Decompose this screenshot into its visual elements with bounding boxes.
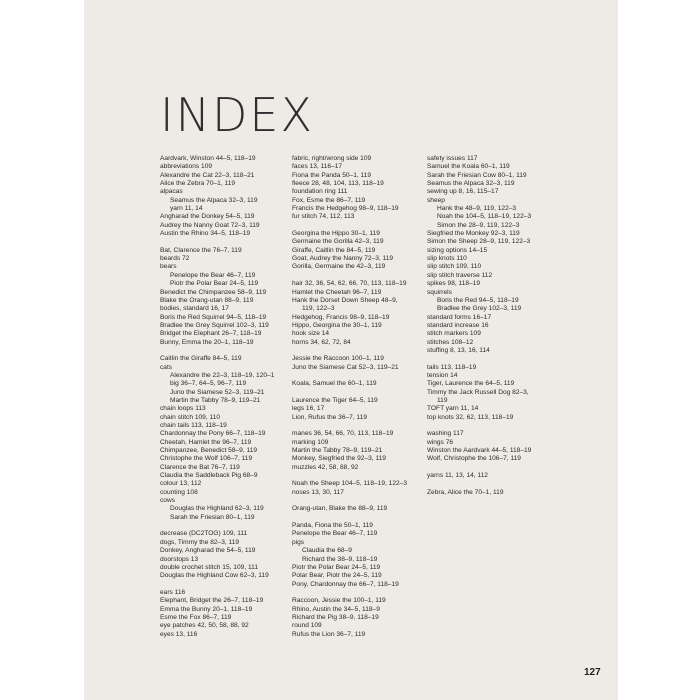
index-entry: muzzles 42, 58, 88, 92	[292, 463, 359, 471]
index-entry: Germaine the Gorilla 42–3, 119	[292, 238, 384, 246]
index-entry: Aardvark, Winston 44–5, 118–19	[160, 155, 256, 162]
index-subentry: yarn 11, 14	[170, 205, 203, 213]
index-entry: Rhino, Austin the 34–5, 118–9	[292, 605, 380, 613]
index-column-3	[427, 155, 557, 497]
index-entry: eyes 13, 116	[160, 630, 198, 638]
index-entry: horns 34, 62, 72, 84	[292, 338, 351, 346]
index-entry: doorstops 13	[160, 555, 199, 563]
index-entry: Bat, Clarence the 76–7, 119	[160, 246, 242, 254]
index-entry: Zebra, Alice the 70–1, 119	[427, 488, 504, 496]
entry-gap	[292, 472, 422, 480]
index-entry: Hamlet the Cheetah 96–7, 119	[292, 288, 382, 296]
index-entry: wings 76	[427, 438, 454, 446]
index-entry: cows	[160, 497, 176, 505]
entry-gap	[292, 389, 422, 397]
index-entry: bodies, standard 16, 17	[160, 305, 229, 313]
index-subentry: Boris the Red 94–5, 118–19	[437, 296, 519, 304]
index-entry: Esme the Fox 86–7, 119	[160, 613, 232, 621]
index-entry: marking 109	[292, 438, 329, 446]
entry-gap	[292, 272, 422, 280]
index-entry: Panda, Fiona the 50–1, 119	[292, 522, 373, 530]
index-entry: Christophe the Wolf 106–7, 119	[160, 455, 253, 463]
index-entry: Chimpanzee, Benedict 58–9, 119	[160, 447, 258, 455]
index-entry: ears 116	[160, 588, 186, 596]
index-entry: standard forms 16–17	[427, 313, 492, 321]
index-entry: Laurence the Tiger 64–5, 119	[292, 396, 378, 404]
index-entry: pigs	[292, 538, 305, 546]
index-entry: tension 14	[427, 371, 458, 379]
index-entry: sizing options 14–15	[427, 246, 488, 254]
index-entry: Monkey, Siegfried the 92–3, 119	[292, 455, 386, 463]
index-entry: Fox, Esme the 86–7, 119	[292, 196, 366, 204]
index-entry: Timmy the Jack Russell Dog 82–3,	[427, 388, 529, 396]
index-entry: stitches 108–12	[427, 338, 474, 346]
index-entry: tails 113, 118–19	[427, 363, 477, 371]
index-entry: Boris the Red Squirrel 94–5, 118–19	[160, 313, 267, 321]
index-entry: Winston the Aardvark 44–5, 118–19	[427, 447, 532, 455]
index-entry: cats	[160, 363, 173, 371]
index-subentry: Sarah the Friesian 80–1, 119	[170, 513, 255, 521]
index-entry: fleece 28, 48, 104, 113, 118–19	[292, 180, 384, 188]
index-entry: spikes 98, 118–19	[427, 280, 481, 288]
index-entry: Claudia the Saddleback Pig 68–9	[160, 472, 258, 480]
index-entry: slip stitch 109, 110	[427, 263, 482, 271]
index-entry: stuffing 8, 13, 16, 114	[427, 346, 490, 354]
index-entry: chain stitch 109, 110	[160, 413, 220, 421]
index-subentry: Claudia the 68–9	[302, 547, 352, 555]
index-entry: Clarence the Bat 76–7, 119	[160, 463, 240, 471]
entry-gap	[292, 422, 422, 430]
index-entry: Fiona the Panda 50–1, 119	[292, 171, 372, 179]
entry-gap	[160, 581, 290, 589]
entry-gap	[292, 514, 422, 522]
index-entry: counting 108	[160, 488, 198, 496]
index-entry: Richard the Pig 38–9, 118–19	[292, 613, 379, 621]
index-entry: round 109	[292, 622, 322, 630]
index-entry: Simon the Sheep 28–9, 119, 122–3	[427, 238, 531, 246]
index-entry: Caitlin the Giraffe 84–5, 119	[160, 355, 242, 363]
entry-gap	[160, 238, 290, 246]
index-subentry: Richard the 38–9, 118–19	[302, 555, 378, 563]
index-entry: Koala, Samuel the 60–1, 119	[292, 380, 377, 388]
index-entry: hair 32, 36, 54, 62, 66, 70, 113, 118–19	[292, 280, 407, 288]
index-entry: Hank the Dorset Down Sheep 48–9,	[292, 296, 398, 304]
index-entry: squirrels	[427, 288, 452, 296]
index-entry: Piotr the Polar Bear 24–5, 119	[292, 563, 381, 571]
index-entry: Seamus the Alpaca 32–3, 119	[427, 180, 515, 188]
entry-gap	[427, 480, 557, 488]
index-subentry: Douglas the Highland 62–3, 119	[170, 505, 264, 513]
page-number: 127	[584, 667, 601, 678]
index-subentry: Alexandre the 22–3, 118–19, 120–1	[170, 371, 275, 379]
index-entry: Juno the Siamese Cat 52–3, 119–21	[292, 363, 399, 371]
index-entry: hook size 14	[292, 330, 330, 338]
index-entry: top knots 32, 62, 113, 118–19	[427, 413, 514, 421]
index-entry: Alice the Zebra 70–1, 119	[160, 180, 236, 188]
index-entry: fabric, right/wrong side 109	[292, 155, 372, 162]
entry-gap	[292, 347, 422, 355]
index-subentry: 119, 122–3	[302, 305, 335, 313]
entry-gap	[292, 222, 422, 230]
index-entry: fur stitch 74, 112, 113	[292, 213, 355, 221]
index-entry: Goat, Audrey the Nanny 72–3, 119	[292, 255, 394, 263]
index-entry: Samuel the Koala 60–1, 119	[427, 163, 510, 171]
index-subentry: Seamus the Alpaca 32–3, 119	[170, 196, 258, 204]
index-entry: Alexandre the Cat 22–3, 118–21	[160, 171, 255, 179]
index-entry: Emma the Bunny 20–1, 118–19	[160, 605, 253, 613]
index-entry: Douglas the Highland Cow 62–3, 119	[160, 572, 269, 580]
index-entry: Hippo, Georgina the 30–1, 119	[292, 321, 382, 329]
index-entry: Siegfried the Monkey 92–3, 119	[427, 230, 520, 238]
index-entry: Audrey the Nanny Goat 72–3, 119	[160, 221, 260, 229]
index-entry: manes 36, 54, 66, 70, 113, 118–19	[292, 430, 394, 438]
index-subentry: Penelope the Bear 46–7, 119	[170, 271, 256, 279]
index-entry: colour 13, 112	[160, 480, 202, 488]
index-entry: Raccoon, Jessie the 100–1, 119	[292, 597, 386, 605]
index-entry: Sarah the Friesian Cow 80–1, 119	[427, 171, 527, 179]
index-entry: Pony, Chardonnay the 66–7, 118–19	[292, 580, 399, 588]
index-entry: noses 13, 30, 117	[292, 488, 344, 496]
index-entry: Bridget the Elephant 26–7, 118–19	[160, 330, 262, 338]
entry-gap	[292, 497, 422, 505]
index-entry: sheep	[427, 196, 445, 204]
index-entry: stitch markers 109	[427, 330, 481, 338]
index-entry: Polar Bear, Piotr the 24–5, 119	[292, 572, 382, 580]
index-entry: Francis the Hedgehog 98–9, 118–19	[292, 205, 399, 213]
index-entry: TOFT yarn 11, 14	[427, 405, 479, 413]
index-entry: Donkey, Angharad the 54–5, 119	[160, 547, 256, 555]
index-column-2	[292, 155, 422, 639]
entry-gap	[427, 355, 557, 363]
index-subentry: Martin the Tabby 78–9, 119–21	[170, 396, 261, 404]
index-entry: Jessie the Raccoon 100–1, 119	[292, 355, 384, 363]
index-entry: Bradlee the Grey Squirrel 102–3, 119	[160, 321, 269, 329]
entry-gap	[427, 422, 557, 430]
index-entry: Tiger, Laurence the 64–5, 119	[427, 380, 515, 388]
index-subentry: Bradlee the Grey 102–3, 119	[437, 305, 522, 313]
entry-gap	[160, 347, 290, 355]
index-entry: chain loops 113	[160, 405, 206, 413]
index-entry: faces 13, 116–17	[292, 163, 343, 171]
index-entry: Martin the Tabby 78–9, 119–21	[292, 447, 383, 455]
index-entry: alpacas	[160, 188, 183, 196]
index-entry: Blake the Orang-utan 88–9, 119	[160, 296, 254, 304]
index-entry: Benedict the Chimpanzee 58–9, 119	[160, 288, 267, 296]
index-entry: Penelope the Bear 46–7, 119	[292, 530, 378, 538]
page-title: INDEX	[160, 88, 314, 142]
index-entry: Noah the Sheep 104–5, 118–19, 122–3	[292, 480, 408, 488]
index-subentry: Noah the 104–5, 118–19, 122–3	[437, 213, 532, 221]
index-entry: Chardonnay the Pony 66–7, 118–19	[160, 430, 266, 438]
book-page	[84, 0, 618, 700]
index-subentry: Juno the Siamese 52–3, 119–21	[170, 388, 265, 396]
index-entry: Angharad the Donkey 54–5, 119	[160, 213, 255, 221]
index-entry: sewing up 8, 16, 115–17	[427, 188, 499, 196]
index-entry: Bunny, Emma the 20–1, 118–19	[160, 338, 254, 346]
index-entry: Giraffe, Caitlin the 84–5, 119	[292, 246, 376, 254]
index-entry: bears	[160, 263, 177, 271]
index-entry: standard increase 16	[427, 321, 489, 329]
index-subentry: Piotr the Polar Bear 24–5, 119	[170, 280, 259, 288]
index-entry: washing 117	[427, 430, 464, 438]
index-entry: double crochet stitch 15, 109, 111	[160, 563, 258, 571]
index-entry: yarns 11, 13, 14, 112	[427, 472, 488, 480]
entry-gap	[292, 589, 422, 597]
index-entry: Wolf, Christophe the 106–7, 119	[427, 455, 521, 463]
index-entry: decrease (DC2TOG) 109, 111	[160, 530, 248, 538]
index-entry: Elephant, Bridget the 26–7, 118–19	[160, 597, 264, 605]
index-subentry: 119	[437, 396, 448, 404]
index-entry: eye patches 42, 50, 58, 88, 92	[160, 622, 249, 630]
index-entry: Gorilla, Germaine the 42–3, 119	[292, 263, 386, 271]
index-entry: beards 72	[160, 255, 190, 263]
index-entry: Lion, Rufus the 36–7, 119	[292, 413, 368, 421]
index-column-1	[160, 155, 290, 639]
index-entry: Georgina the Hippo 30–1, 119	[292, 230, 380, 238]
index-entry: Rufus the Lion 36–7, 119	[292, 630, 366, 638]
entry-gap	[427, 464, 557, 472]
index-entry: Austin the Rhino 34–5, 118–19	[160, 230, 251, 238]
index-entry: slip stitch traverse 112	[427, 271, 493, 279]
index-entry: Hedgehog, Francis 98–9, 118–19	[292, 313, 390, 321]
index-entry: dogs, Timmy the 82–3, 119	[160, 538, 240, 546]
entry-gap	[292, 372, 422, 380]
index-entry: Orang-utan, Blake the 88–9, 119	[292, 505, 388, 513]
index-entry: legs 16, 17	[292, 405, 325, 413]
index-entry: safety issues 117	[427, 155, 478, 162]
index-entry: abbreviations 109	[160, 163, 213, 171]
index-entry: slip knots 110	[427, 255, 467, 263]
index-subentry: Hank the 48–9, 119, 122–3	[437, 205, 517, 213]
index-entry: Cheetah, Hamlet the 96–7, 119	[160, 438, 252, 446]
index-entry: foundation ring 111	[292, 188, 348, 196]
index-subentry: big 36–7, 64–5, 96–7, 119	[170, 380, 247, 388]
index-entry: chain tails 113, 118–19	[160, 422, 227, 429]
entry-gap	[160, 522, 290, 530]
index-subentry: Simon the 28–9, 119, 122–3	[437, 221, 520, 229]
